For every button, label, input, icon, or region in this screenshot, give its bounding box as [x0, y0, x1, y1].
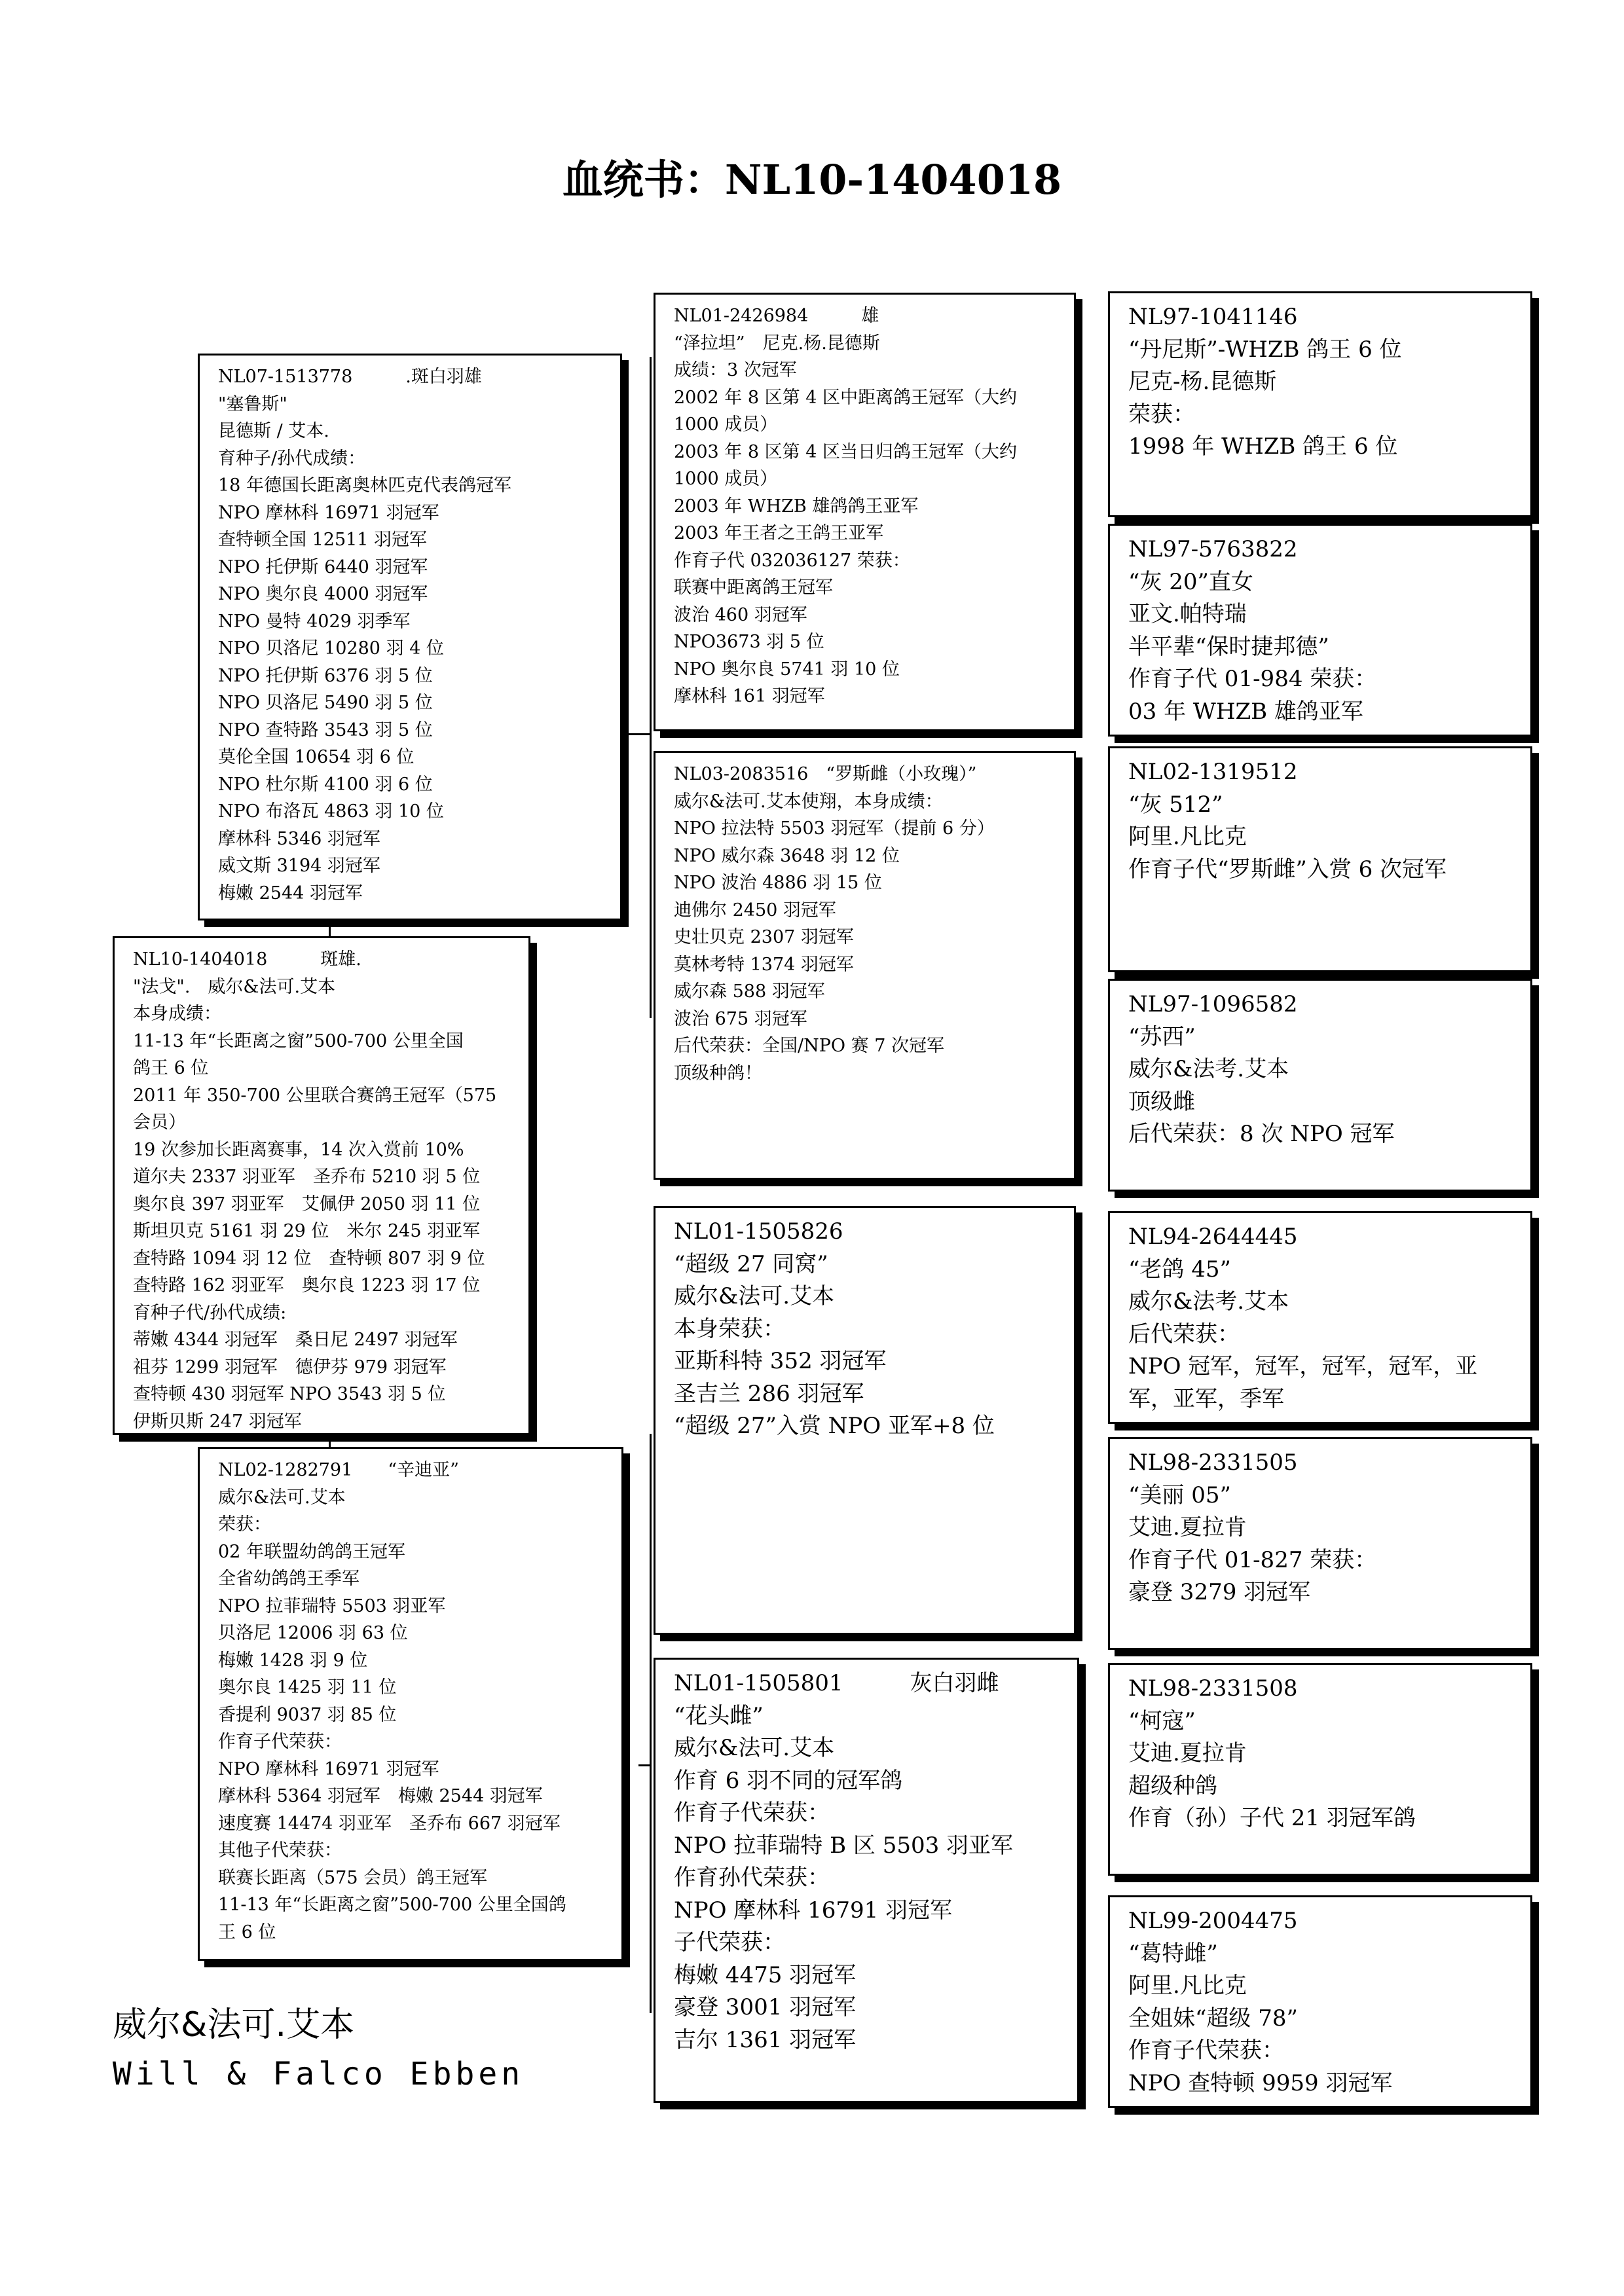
card-line: 顶级雌 [1128, 1088, 1195, 1115]
card-line: 亚文.帕特瑞 [1128, 601, 1247, 627]
card-line: 鸽王 6 位 [133, 1058, 209, 1078]
card-line: 奥尔良 397 羽亚军 艾佩伊 2050 羽 11 位 [133, 1194, 481, 1214]
card-line: 2003 年 WHZB 雄鸽鸽王亚军 [674, 496, 919, 517]
card-line: 艾迪.夏拉肯 [1128, 1514, 1247, 1540]
connector [1077, 851, 1079, 1080]
sire-dam-sire-card [1108, 746, 1532, 972]
card-line: 梅嫩 2544 羽冠军 [218, 883, 363, 903]
card-line: NL03-2083516 “罗斯雌（小玫瑰）” [674, 764, 977, 784]
sire-sire-lines [655, 295, 1074, 710]
card-line: 尼克-杨.昆德斯 [1128, 369, 1277, 395]
dds-lines [1110, 1665, 1530, 1835]
card-line: 作育子代荣获： [674, 1800, 830, 1826]
card-line: 梅嫩 4475 羽冠军 [674, 1961, 857, 1988]
card-line: 19 次参加长距离赛事，14 次入赏前 10% [133, 1139, 464, 1160]
card-line: 威尔&法考.艾本 [1128, 1056, 1289, 1082]
card-line: 香提利 9037 羽 85 位 [218, 1704, 397, 1725]
card-line: “花头雌” [674, 1702, 764, 1729]
card-line: 其他子代荣获： [218, 1840, 342, 1861]
card-line: 王 6 位 [218, 1922, 276, 1942]
card-line: NL01-1505826 [674, 1218, 843, 1245]
card-line: “美丽 05” [1128, 1482, 1231, 1508]
card-line: 查特路 162 羽亚军 奥尔良 1223 羽 17 位 [133, 1275, 481, 1296]
card-line: 伊斯贝斯 247 羽冠军 [133, 1411, 302, 1432]
card-line: NL10-1404018 斑雄. [133, 949, 361, 970]
dam-card [198, 1447, 623, 1961]
card-line: 超级种鸽 [1128, 1772, 1217, 1799]
card-line: NPO 托伊斯 6440 羽冠军 [218, 556, 428, 577]
card-line: "塞鲁斯" [218, 393, 287, 414]
card-line: 史壮贝克 2307 羽冠军 [674, 927, 854, 947]
card-line: 作育孙代荣获： [674, 1865, 830, 1891]
sire-dam-dam-card [1108, 979, 1532, 1192]
card-line: NPO 奥尔良 5741 羽 10 位 [674, 659, 900, 680]
sire-dam-card [654, 751, 1076, 1180]
card-line: 荣获： [218, 1514, 271, 1535]
card-line: NL98-2331508 [1128, 1675, 1298, 1702]
card-line: 作育子代 01-827 荣获： [1128, 1546, 1377, 1573]
card-line: NPO 拉菲瑞特 B 区 5503 羽亚军 [674, 1832, 1014, 1859]
card-line: “超级 27 同窝” [674, 1250, 828, 1277]
connector [1077, 432, 1079, 655]
card-line: 联赛长距离（575 会员）鸽王冠军 [218, 1867, 488, 1888]
card-line: 梅嫩 1428 羽 9 位 [218, 1650, 368, 1671]
card-line: 作育 6 羽不同的冠军鸽 [674, 1767, 903, 1794]
card-line: “超级 27”入赏 NPO 亚军+8 位 [674, 1413, 995, 1439]
card-line: 查特顿全国 12511 羽冠军 [218, 530, 428, 550]
card-line: 顶级种鸽！ [674, 1063, 762, 1084]
card-line: 艾迪.夏拉肯 [1128, 1740, 1247, 1766]
card-line: 作育子代荣获： [218, 1732, 342, 1752]
card-line: 速度赛 14474 羽亚军 圣乔布 667 羽冠军 [218, 1813, 561, 1834]
card-line: 摩林科 161 羽冠军 [674, 686, 825, 706]
sire-lines [200, 355, 620, 907]
card-line: 威尔&法可.艾本 [674, 1283, 835, 1309]
card-line: NL98-2331505 [1128, 1449, 1298, 1476]
dam-dam-dam-card [1108, 1895, 1532, 2108]
card-line: 阿里.凡比克 [1128, 1973, 1247, 1999]
card-line: “老鸽 45” [1128, 1256, 1231, 1283]
card-line: NPO3673 羽 5 位 [674, 632, 824, 652]
card-line: "法戈". 威尔&法可.艾本 [133, 976, 336, 997]
dam-lines [200, 1449, 621, 1946]
card-line: NPO 波治 4886 羽 15 位 [674, 873, 882, 893]
dss-lines [1110, 1213, 1530, 1415]
card-line: 半平辈“保时捷邦德” [1128, 633, 1329, 660]
card-line: NPO 托伊斯 6376 羽 5 位 [218, 665, 433, 686]
card-line: NL02-1319512 [1128, 759, 1298, 785]
dam-dam-sire-card [1108, 1663, 1532, 1876]
card-line: 作育子代荣获： [1128, 2037, 1284, 2064]
card-line: 2011 年 350-700 公里联合赛鸽王冠军（575 [133, 1085, 497, 1106]
card-line: NPO 威尔森 3648 羽 12 位 [674, 845, 900, 866]
card-line: NL02-1282791 “辛迪亚” [218, 1460, 459, 1480]
card-line: 威尔&法可.艾本使翔，本身成绩： [674, 791, 943, 812]
card-line: 子代荣获： [674, 1929, 785, 1956]
card-line: 11-13 年“长距离之窗”500-700 公里全国鸽 [218, 1895, 566, 1915]
card-line: 作育子代 032036127 荣获： [674, 550, 910, 571]
card-line: 03 年 WHZB 雄鸽亚军 [1128, 698, 1363, 725]
dam-sire-card [654, 1206, 1076, 1635]
sire-sire-dam-card [1108, 524, 1532, 737]
card-line: 2003 年 8 区第 4 区当日归鸽王冠军（大约 [674, 441, 1017, 462]
card-line: 摩林科 5346 羽冠军 [218, 828, 380, 849]
card-line: NPO 杜尔斯 4100 羽 6 位 [218, 774, 433, 795]
connector [1077, 1303, 1079, 1525]
card-line: 波治 460 羽冠军 [674, 604, 807, 625]
card-line: “柯寇” [1128, 1707, 1196, 1734]
card-line: 豪登 3279 羽冠军 [1128, 1579, 1311, 1605]
card-line: 02 年联盟幼鸽鸽王冠军 [218, 1541, 405, 1562]
card-line: NPO 查特路 3543 羽 5 位 [218, 720, 433, 740]
sss-lines [1110, 293, 1530, 464]
card-line: “丹尼斯”-WHZB 鸽王 6 位 [1128, 336, 1402, 363]
card-line: 后代荣获：全国/NPO 赛 7 次冠军 [674, 1036, 944, 1056]
card-line: 查特路 1094 羽 12 位 查特顿 807 羽 9 位 [133, 1248, 485, 1269]
card-line: 阿里.凡比克 [1128, 824, 1247, 850]
page-title: 血统书：NL10-1404018 [562, 156, 1062, 204]
card-line: 昆德斯 / 艾本. [218, 421, 329, 441]
sire-sire-sire-card [1108, 291, 1532, 517]
connector [650, 1434, 652, 2013]
card-line: 摩林科 5364 羽冠军 梅嫩 2544 羽冠军 [218, 1786, 543, 1806]
card-line: NPO 奥尔良 4000 羽冠军 [218, 584, 428, 604]
card-line: NPO 曼特 4029 羽季军 [218, 611, 411, 632]
card-line: NPO 拉法特 5503 羽冠军（提前 6 分） [674, 818, 995, 839]
breeder-name-en: Will & Falco Ebben [113, 2056, 525, 2092]
card-line: “苏西” [1128, 1023, 1196, 1050]
dsd-lines [1110, 1439, 1530, 1609]
card-line: 本身成绩： [133, 1004, 221, 1024]
card-line: 威尔&法可.艾本 [218, 1487, 346, 1508]
card-line: NL07-1513778 .斑白羽雄 [218, 367, 482, 387]
card-line: 作育（孙）子代 21 羽冠军鸽 [1128, 1805, 1416, 1831]
card-line: 斯坦贝克 5161 羽 29 位 米尔 245 羽亚军 [133, 1221, 481, 1241]
card-line: 荣获： [1128, 401, 1195, 428]
card-line: NL99-2004475 [1128, 1908, 1298, 1934]
card-line: NPO 贝洛尼 5490 羽 5 位 [218, 693, 433, 713]
card-line: 育种子/孙代成绩： [218, 448, 366, 469]
sire-card [198, 354, 622, 920]
card-line: 2002 年 8 区第 4 区中距离鸽王冠军（大约 [674, 387, 1017, 408]
dam-sire-sire-card [1108, 1211, 1532, 1424]
card-line: 1000 成员） [674, 469, 778, 489]
card-line: 会员） [133, 1112, 186, 1133]
card-line: 作育子代 01-984 荣获： [1128, 666, 1377, 692]
card-line: NL97-5763822 [1128, 536, 1298, 562]
card-line: 威尔&法可.艾本 [674, 1735, 835, 1761]
card-line: 军，亚军，季军 [1128, 1385, 1284, 1412]
sds-lines [1110, 748, 1530, 886]
ddd-lines [1110, 1897, 1530, 2100]
card-line: “葛特雌” [1128, 1940, 1218, 1967]
card-line: NPO 冠军，冠军，冠军，冠军，亚 [1128, 1353, 1478, 1379]
card-line: 全省幼鸽鸽王季军 [218, 1569, 360, 1589]
card-line: 道尔夫 2337 羽亚军 圣乔布 5210 羽 5 位 [133, 1167, 481, 1187]
card-line: NPO 布洛瓦 4863 羽 10 位 [218, 801, 444, 822]
card-line: 威文斯 3194 羽冠军 [218, 856, 380, 876]
card-line: NPO 摩林科 16971 羽冠军 [218, 502, 439, 523]
dam-dam-card [654, 1658, 1079, 2103]
card-line: 波治 675 羽冠军 [674, 1008, 807, 1029]
sdd-lines [1110, 981, 1530, 1151]
card-line: 后代荣获：8 次 NPO 冠军 [1128, 1121, 1395, 1147]
card-line: 祖芬 1299 羽冠军 德伊芬 979 羽冠军 [133, 1357, 447, 1377]
card-line: NL01-1505801 灰白羽雌 [674, 1670, 999, 1696]
sire-sire-card [654, 293, 1076, 731]
card-line: 作育子代“罗斯雌”入赏 6 次冠军 [1128, 856, 1447, 883]
card-line: 威尔森 588 羽冠军 [674, 981, 825, 1002]
card-line: 贝洛尼 12006 羽 63 位 [218, 1623, 408, 1643]
card-line: 莫林考特 1374 羽冠军 [674, 954, 854, 975]
card-line: 奥尔良 1425 羽 11 位 [218, 1677, 397, 1698]
card-line: NPO 摩林科 16971 羽冠军 [218, 1758, 439, 1779]
card-line: “泽拉坦” 尼克.杨.昆德斯 [674, 333, 880, 354]
connector [650, 357, 652, 1018]
card-line: NPO 贝洛尼 10280 羽 4 位 [218, 638, 444, 659]
card-line: NPO 查特顿 9959 羽冠军 [1128, 2069, 1393, 2096]
subject-card [113, 936, 530, 1435]
card-line: NL01-2426984 雄 [674, 306, 879, 326]
card-line: 11-13 年“长距离之窗”500-700 公里全国 [133, 1030, 464, 1051]
card-line: NPO 摩林科 16791 羽冠军 [674, 1897, 953, 1923]
connector [625, 733, 652, 735]
card-line: 莫伦全国 10654 羽 6 位 [218, 747, 415, 767]
breeder-name-cn: 威尔&法可.艾本 [113, 2005, 355, 2045]
ssd-lines [1110, 526, 1530, 728]
card-line: 迪佛尔 2450 羽冠军 [674, 900, 836, 920]
card-line: 2003 年王者之王鸽王亚军 [674, 523, 884, 543]
card-line: 18 年德国长距离奥林匹克代表鸽冠军 [218, 475, 511, 496]
card-line: 1998 年 WHZB 鸽王 6 位 [1128, 433, 1398, 460]
card-line: 圣吉兰 286 羽冠军 [674, 1380, 864, 1407]
card-line: 亚斯科特 352 羽冠军 [674, 1348, 887, 1374]
card-line: 本身荣获： [674, 1315, 785, 1342]
card-line: NL97-1041146 [1128, 304, 1298, 330]
dam-dam-lines [655, 1660, 1077, 2056]
subject-lines [115, 938, 528, 1435]
card-line: 联赛中距离鸽王冠军 [674, 577, 833, 598]
card-line: 后代荣获： [1128, 1321, 1240, 1347]
card-line: 成绩：3 次冠军 [674, 360, 797, 380]
dam-sire-lines [655, 1208, 1074, 1443]
card-line: 吉尔 1361 羽冠军 [674, 2026, 857, 2053]
card-line: NL94-2644445 [1128, 1224, 1298, 1250]
card-line: 全姐妹“超级 78” [1128, 2005, 1298, 2032]
card-line: 查特顿 430 羽冠军 NPO 3543 羽 5 位 [133, 1384, 446, 1404]
card-line: 威尔&法考.艾本 [1128, 1288, 1289, 1315]
card-line: NL97-1096582 [1128, 991, 1298, 1017]
card-line: NPO 拉菲瑞特 5503 羽亚军 [218, 1595, 446, 1616]
card-line: “灰 20”直女 [1128, 568, 1253, 595]
card-line: 蒂嫩 4344 羽冠军 桑日尼 2497 羽冠军 [133, 1330, 458, 1350]
card-line: 豪登 3001 羽冠军 [674, 1994, 857, 2020]
card-line: “灰 512” [1128, 791, 1223, 818]
dam-sire-dam-card [1108, 1437, 1532, 1650]
card-line: 育种子代/孙代成绩: [133, 1302, 287, 1323]
sire-dam-lines [655, 753, 1074, 1087]
card-line: 1000 成员） [674, 414, 778, 435]
